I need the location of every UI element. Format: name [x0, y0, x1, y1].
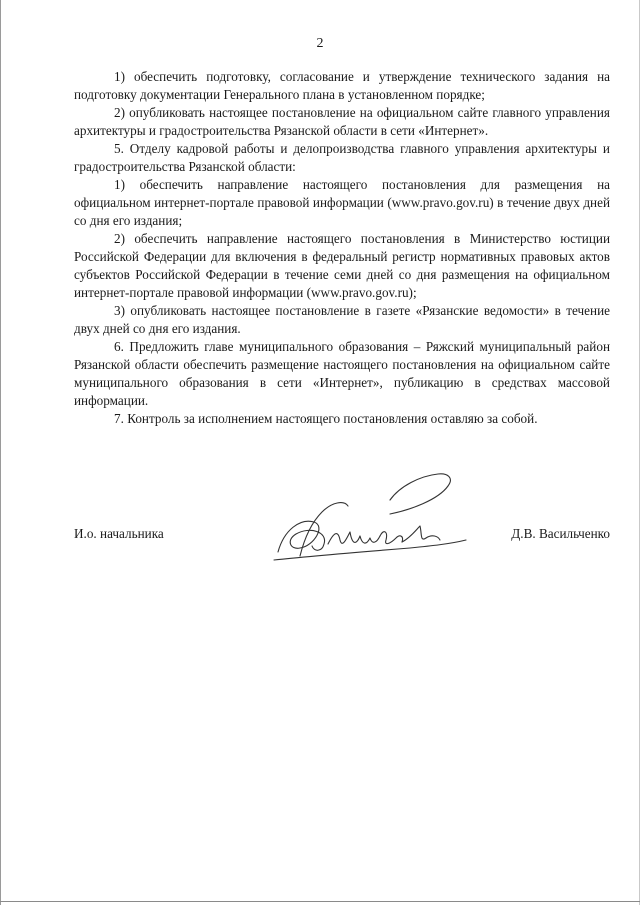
paragraph-item-1: 1) обеспечить подготовку, согласование и утверждение технического задания на подготовку документации Генерального плана в установленном порядке;	[74, 69, 610, 102]
signatory-title: И.о. начальника	[74, 526, 164, 541]
paragraph-section-6: 6. Предложить главе муниципального образования – Ряжский муниципальный район Рязанской области обеспечить размещение настоящего постановления на официальном сайте муниципального образования в сети «Интернет», публикацию в средствах массовой информации.	[74, 339, 610, 408]
signatory-name: Д.В. Васильченко	[511, 526, 610, 541]
scan-edge-left	[0, 0, 1, 905]
paragraph-section-5-item-1: 1) обеспечить направление настоящего постановления для размещения на официальном интернет-портале правовой информации (www.pravo.gov.ru) в течение двух дней со дня его издания;	[74, 177, 610, 228]
paragraph-item-2: 2) опубликовать настоящее постановление на официальном сайте главного управления архитектуры и градостроительства Рязанской области в сети «Интернет».	[74, 105, 610, 138]
handwritten-signature	[270, 460, 470, 570]
paragraph-section-5: 5. Отделу кадровой работы и делопроизводства главного управления архитектуры и градостроительства Рязанской области:	[74, 141, 610, 174]
scan-edge-bottom	[0, 901, 640, 902]
paragraph-section-7: 7. Контроль за исполнением настоящего постановления оставляю за собой.	[114, 411, 538, 426]
paragraph-section-5-item-3: 3) опубликовать настоящее постановление в газете «Рязанские ведомости» в течение двух дней со дня его издания.	[74, 303, 610, 336]
paragraph-section-5-item-2: 2) обеспечить направление настоящего постановления в Министерство юстиции Российской Федерации для включения в федеральный регистр нормативных правовых актов субъектов Российской Федерации в течение семи дней со дня размещения на официальном интернет-портале правовой информации (www.pravo.gov.ru);	[74, 231, 610, 300]
page-number: 2	[316, 36, 324, 51]
signature-row	[74, 526, 610, 546]
document-body	[74, 68, 610, 428]
